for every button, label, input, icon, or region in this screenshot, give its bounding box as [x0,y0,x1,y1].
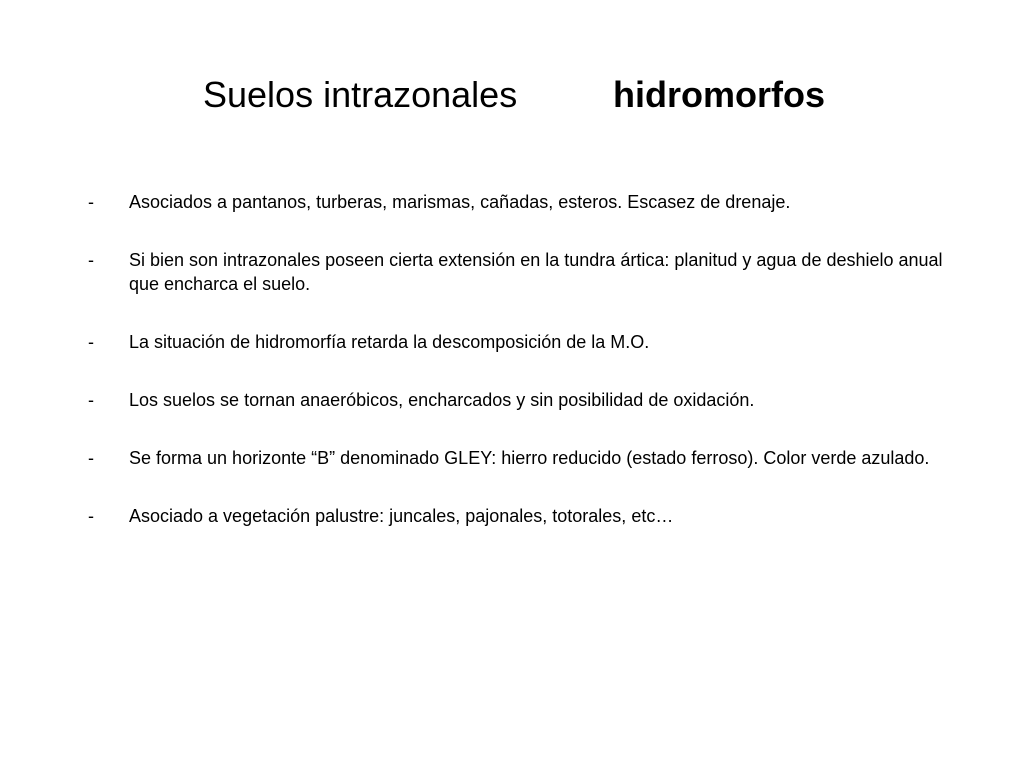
bullet-text: La situación de hidromorfía retarda la descomposición de la M.O. [129,332,650,352]
bullet-text: Asociado a vegetación palustre: juncales, pajonales, totorales, etc… [129,506,674,526]
bullet-item [88,330,948,354]
bullet-dash: - [88,390,94,410]
bullet-text: Se forma un horizonte “B” denominado GLEY: hierro reducido (estado ferroso). Color verde azulado. [129,448,930,468]
bullet-dash: - [88,250,94,270]
slide-title-emphasis: hidromorfos [613,74,825,115]
bullet-item [88,190,948,214]
slide-title-main: Suelos intrazonales [203,74,518,115]
bullet-text: Asociados a pantanos, turberas, marismas, cañadas, esteros. Escasez de drenaje. [129,192,791,212]
bullet-text: Si bien son intrazonales poseen cierta extensión en la tundra ártica: planitud y agua de deshielo anual que encharca el suelo. [129,250,943,294]
bullet-text: Los suelos se tornan anaeróbicos, encharcados y sin posibilidad de oxidación. [129,390,755,410]
bullet-item [88,504,948,528]
bullet-dash: - [88,448,94,468]
bullet-item [88,248,948,296]
bullet-dash: - [88,506,94,526]
bullet-item [88,446,948,470]
bullet-dash: - [88,332,94,352]
bullet-item [88,388,948,412]
bullet-dash: - [88,192,94,212]
bullet-list [88,190,948,528]
